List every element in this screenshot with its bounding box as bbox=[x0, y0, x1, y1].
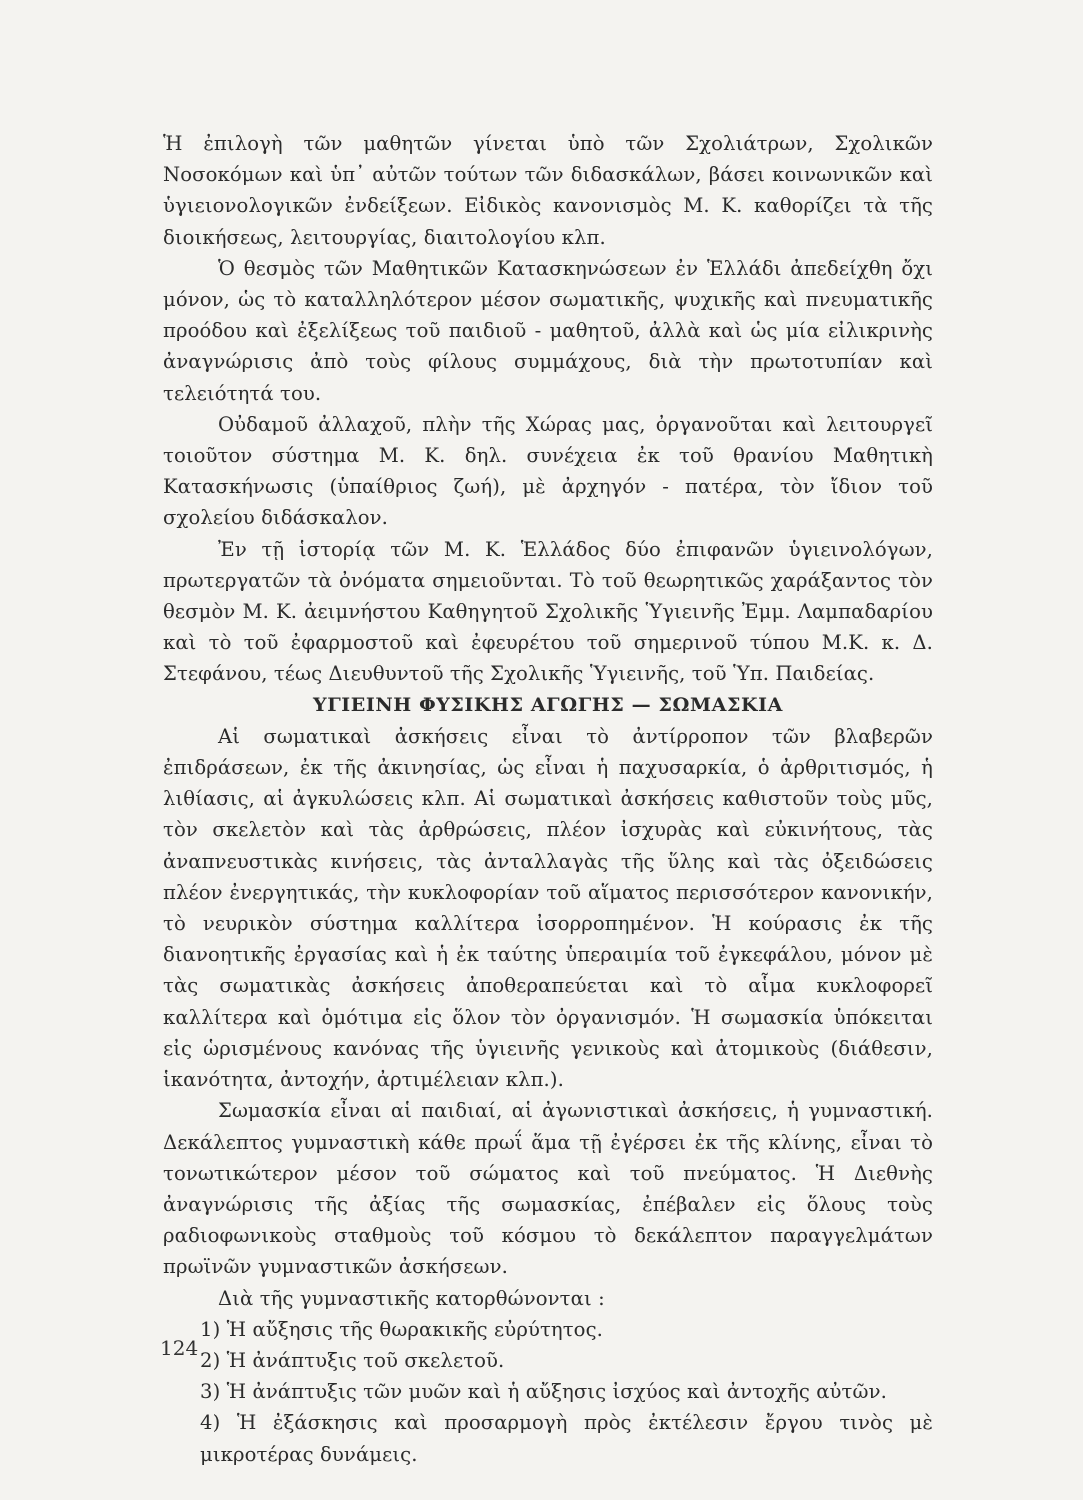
page-number: 124 bbox=[160, 1336, 199, 1360]
list-item: 1) Ἡ αὔξησις τῆς θωρακικῆς εὐρύτητος. bbox=[200, 1317, 603, 1341]
main-text-block bbox=[163, 128, 933, 1470]
paragraph-morning-gymnastics: Σωμασκία εἶναι αἱ παιδιαί, αἱ ἀγωνιστικαὶ ἀσκήσεις, ἡ γυμναστική. Δεκάλεπτος γυμναστικὴ κάθε πρωΐ ἅμα τῇ ἐγέρσει ἐκ τῆς κλίνης, εἶναι τὸ τονωτικώτερον μέσον τοῦ σώματος καὶ τοῦ πνεύματος. Ἡ Διεθνὴς ἀναγνώρισις τῆς ἀξίας τῆς σωμασκίας, ἐπέβαλεν εἰς ὅλους τοὺς ραδιοφωνικοὺς σταθμοὺς τοῦ κόσμου τὸ δεκάλεπτον παραγγελμάτων πρωϊνῶν γυμναστικῶν ἀσκήσεων. bbox=[163, 1099, 933, 1279]
paragraph-unique-system: Οὐδαμοῦ ἀλλαχοῦ, πλὴν τῆς Χώρας μας, ὀργανοῦται καὶ λειτουργεῖ τοιοῦτον σύστημα Μ. Κ. δηλ. συνέχεια ἐκ τοῦ θρανίου Μαθητικὴ Κατασκήνωσις (ὑπαίθριος ζωή), μὲ ἀρχηγόν - πατέρα, τὸν ἴδιον τοῦ σχολείου διδάσκαλον. bbox=[163, 412, 933, 530]
paragraph-physical-exercises: Αἱ σωματικαὶ ἀσκήσεις εἶναι τὸ ἀντίρροπον τῶν βλαβερῶν ἐπιδράσεων, ἐκ τῆς ἀκινησίας, ὡς εἶναι ἡ παχυσαρκία, ὁ ἀρθριτισμός, ἡ λιθίασις, αἱ ἀγκυλώσεις κλπ. Αἱ σωματικαὶ ἀσκήσεις καθιστοῦν τοὺς μῦς, τὸν σκελετὸν καὶ τὰς ἀρθρώσεις, πλέον ἰσχυρὰς καὶ εὐκινήτους, τὰς ἀναπνευστικὰς κινήσεις, τὰς ἀνταλλαγὰς τῆς ὕλης καὶ τὰς ὀξειδώσεις πλέον ἐνεργητικάς, τὴν κυκλοφορίαν τοῦ αἵματος περισσότερον κανονικήν, τὸ νευρικὸν σύστημα καλλίτερα ἰσορροπημένον. Ἡ κούρασις ἐκ τῆς διανοητικῆς ἐργασίας καὶ ἡ ἐκ ταύτης ὑπεραιμία τοῦ ἐγκεφάλου, μόνον μὲ τὰς σωματικὰς ἀσκήσεις ἀποθεραπεύεται καὶ τὸ αἷμα κυκλοφορεῖ καλλίτερα καὶ ὁμότιμα εἰς ὅλον τὸν ὀργανισμόν. Ἡ σωμασκία ὑπόκειται εἰς ὡρισμένους κανόνας τῆς ὑγιεινῆς γενικοὺς καὶ ἀτομικοὺς (διάθεσιν, ἱκανότητα, ἀντοχήν, ἀρτιμέλειαν κλπ.). bbox=[163, 724, 933, 1092]
paragraph-institution-of-camps: Ὁ θεσμὸς τῶν Μαθητικῶν Κατασκηνώσεων ἐν Ἑλλάδι ἀπεδείχθη ὄχι μόνον, ὡς τὸ καταλληλότερον μέσον σωματικῆς, ψυχικῆς καὶ πνευματικῆς προόδου καὶ ἐξελίξεως τοῦ παιδιοῦ - μαθητοῦ, ἀλλὰ καὶ ὡς μία εἰλικρινὴς ἀναγνώρισις ἀπὸ τοὺς φίλους συμμάχους, διὰ τὴν πρωτοτυπίαν καὶ τελειότητά του. bbox=[163, 256, 933, 405]
list-item: 4) Ἡ ἐξάσκησις καὶ προσαρμογὴ πρὸς ἐκτέλεσιν ἔργου τινὸς μὲ μικροτέρας δυνάμεις. bbox=[200, 1411, 933, 1466]
paragraph-history-founders: Ἐν τῇ ἱστορίᾳ τῶν Μ. Κ. Ἑλλάδος δύο ἐπιφανῶν ὑγιεινολόγων, πρωτεργατῶν τὰ ὀνόματα σημειοῦνται. Τὸ τοῦ θεωρητικῶς χαράξαντος τὸν θεσμὸν Μ. Κ. ἀειμνήστου Καθηγητοῦ Σχολικῆς Ὑγιεινῆς Ἐμμ. Λαμπαδαρίου καὶ τὸ τοῦ ἐφαρμοστοῦ καὶ ἐφευρέτου τοῦ σημερινοῦ τύπου Μ.Κ. κ. Δ. Στεφάνου, τέως Διευθυντοῦ τῆς Σχολικῆς Ὑγιεινῆς, τοῦ Ὑπ. Παιδείας. bbox=[163, 537, 933, 686]
list-item: 3) Ἡ ἀνάπτυξις τῶν μυῶν καὶ ἡ αὔξησις ἰσχύος καὶ ἀντοχῆς αὐτῶν. bbox=[200, 1380, 887, 1404]
list-item: 2) Ἡ ἀνάπτυξις τοῦ σκελετοῦ. bbox=[200, 1348, 505, 1372]
paragraph-list-intro: Διὰ τῆς γυμναστικῆς κατορθώνονται : bbox=[218, 1286, 605, 1310]
paragraph-selection-of-students: Ἡ ἐπιλογὴ τῶν μαθητῶν γίνεται ὑπὸ τῶν Σχολιάτρων, Σχολικῶν Νοσοκόμων καὶ ὑπ᾽ αὐτῶν τούτων τῶν διδασκάλων, βάσει κοινωνικῶν καὶ ὑγιειονολογικῶν ἐνδείξεων. Εἰδικὸς κανονισμὸς Μ. Κ. καθορίζει τὰ τῆς διοικήσεως, λειτουργίας, διαιτολογίου κλπ. bbox=[163, 132, 933, 249]
section-heading: ΥΓΙΕΙΝΗ ΦΥΣΙΚΗΣ ΑΓΩΓΗΣ — ΣΩΜΑΣΚΙΑ bbox=[313, 693, 783, 716]
